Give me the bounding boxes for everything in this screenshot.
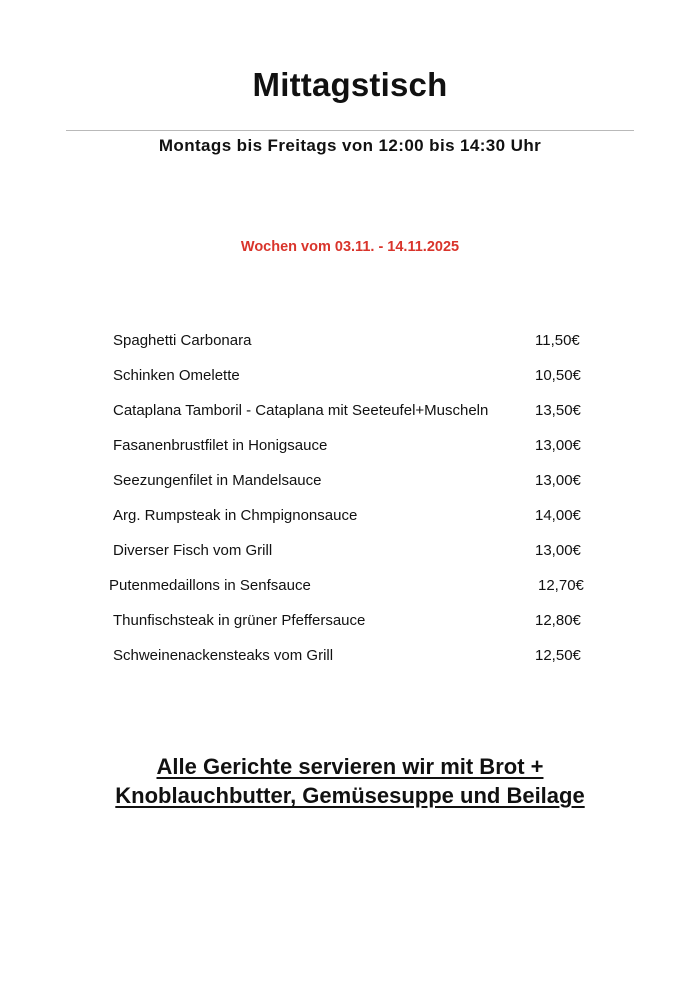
dish-price: 13,50€ <box>535 402 581 419</box>
menu-item <box>0 360 700 395</box>
footer-note <box>0 752 700 810</box>
page-title: Mittagstisch <box>252 66 448 103</box>
opening-hours: Montags bis Freitags von 12:00 bis 14:30 Uhr <box>158 136 542 155</box>
dish-price: 11,50€ <box>535 332 580 349</box>
dish-name: Cataplana Tamboril - Cataplana mit Seeteufel+Muscheln <box>113 402 489 419</box>
dish-price: 12,70€ <box>538 577 584 594</box>
dish-price: 14,00€ <box>535 507 581 524</box>
dish-name: Seezungenfilet in Mandelsauce <box>113 472 322 489</box>
menu-item <box>0 430 700 465</box>
dish-price: 13,00€ <box>535 542 581 559</box>
menu-item <box>0 395 700 430</box>
menu-item <box>0 500 700 535</box>
dish-price: 12,80€ <box>535 612 581 629</box>
title-divider <box>66 130 634 131</box>
dish-price: 13,00€ <box>535 472 581 489</box>
dish-name: Arg. Rumpsteak in Chmpignonsauce <box>113 507 358 524</box>
dish-name: Thunfischsteak in grüner Pfeffersauce <box>113 612 366 629</box>
dish-name: Spaghetti Carbonara <box>113 332 252 349</box>
menu-item <box>0 535 700 570</box>
dish-price: 10,50€ <box>535 367 581 384</box>
dish-name: Schweinenackensteaks vom Grill <box>113 647 334 664</box>
dish-price: 13,00€ <box>535 437 581 454</box>
footer-line: Alle Gerichte servieren wir mit Brot + <box>156 754 544 779</box>
menu-list <box>0 325 700 675</box>
menu-item <box>0 605 700 640</box>
dish-name: Fasanenbrustfilet in Honigsauce <box>113 437 328 454</box>
menu-item <box>0 640 700 675</box>
dish-name: Putenmedaillons in Senfsauce <box>109 577 311 594</box>
menu-item <box>0 570 700 605</box>
dish-name: Diverser Fisch vom Grill <box>113 542 273 559</box>
weeks-period: Wochen vom 03.11. - 14.11.2025 <box>240 239 460 255</box>
menu-item <box>0 325 700 360</box>
dish-price: 12,50€ <box>535 647 581 664</box>
footer-line: Knoblauchbutter, Gemüsesuppe und Beilage <box>115 783 585 808</box>
dish-name: Schinken Omelette <box>113 367 240 384</box>
menu-item <box>0 465 700 500</box>
